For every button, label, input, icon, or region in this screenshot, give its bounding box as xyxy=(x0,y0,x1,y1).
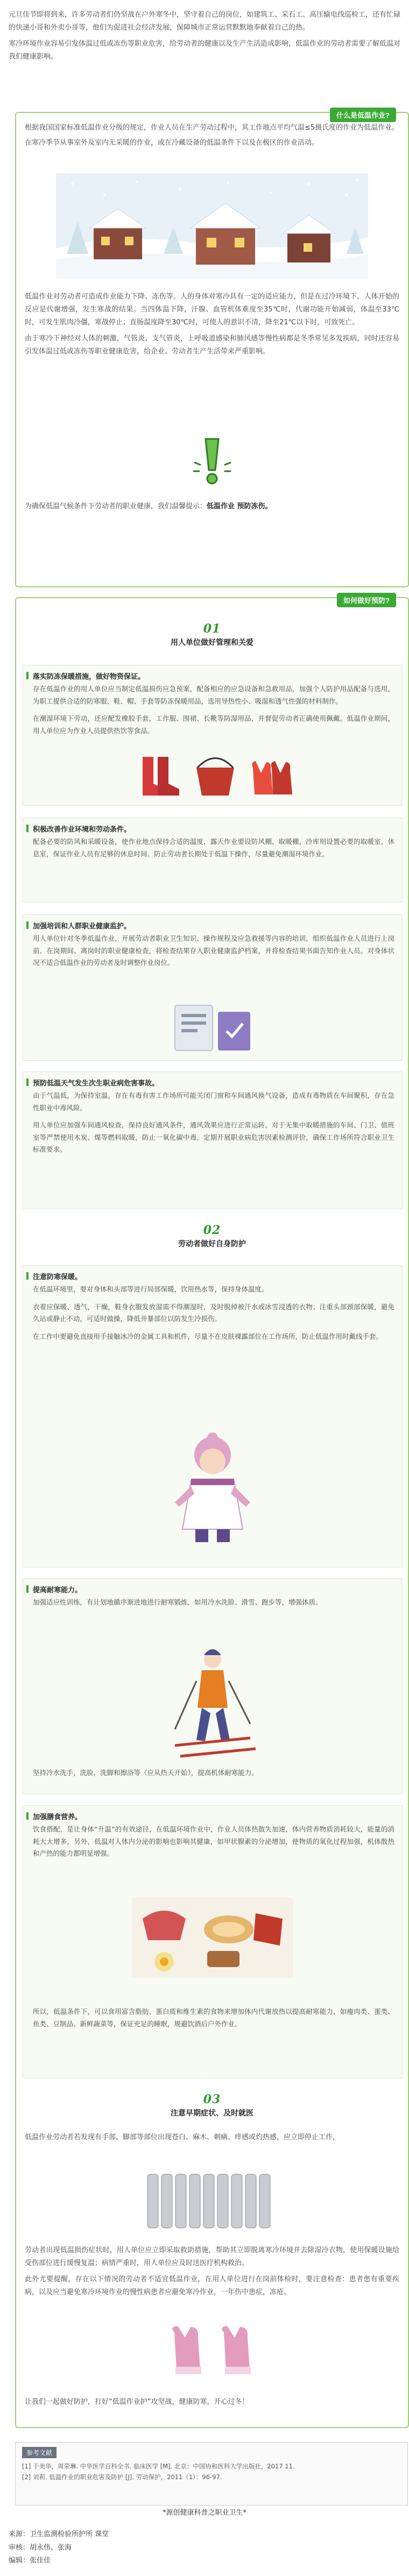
winter-scene-icon xyxy=(56,173,368,279)
paragraph: 此外尤要提醒，存在以下情况的劳动者不适宜低温作业，在用人单位进行在岗前体检时，要注意检查：患者患有重要疾病，以及应当避免寒冷环境作业的慢性病患者应避免寒冷作业，一年伤中患症，冻疮。 xyxy=(25,2275,399,2297)
section-badge: 什么是低温作业? xyxy=(330,108,396,122)
footer-reviewer: 审核：胡永伟、张海 xyxy=(9,2543,72,2552)
paragraph: 根据我国国家标准低温作业分级的规定，作业人员在生产劳动过程中，其工作地点平均气温≤5摄氏度的作业为低温作业。 xyxy=(25,124,399,132)
advice-card xyxy=(23,1578,403,1794)
closing-paragraph: 让我们一起做好防护，打好“低温作业护”攻坚战，健康防寒，开心过冬！ xyxy=(25,2398,249,2406)
card-title: 注意防寒保暖。 xyxy=(33,1273,82,1281)
section-badge: 如何做好预防? xyxy=(337,593,396,607)
radiator-icon xyxy=(142,2169,282,2233)
card-text: 衣着应保暖、透气，干燥，鞋身衣服发放湿需不得潮湿时，及时脱掉被汗水或冰雪浸透的衣物；注重头部颈部保暖，避免久站或静止不动，可适时做操，降低并暴部位以防发生冷损伤。 xyxy=(33,1302,394,1323)
card-title: 加强培训和人群职业健康监护。 xyxy=(33,922,131,931)
references-box xyxy=(15,2442,408,2506)
card-title: 预防低温天气发生次生职业病危害事故。 xyxy=(33,1080,159,1088)
part-heading xyxy=(16,1223,408,1249)
card-text: 在低温环境里，要对身体和头部等进行局部保暖，饮用热水等，保持身体温度。 xyxy=(33,1285,269,1293)
skier-icon xyxy=(159,1643,266,1762)
intro-section xyxy=(0,9,409,63)
advice-card xyxy=(23,1805,403,2078)
advice-card xyxy=(23,1071,403,1209)
card-text: 饮食搭配，是让身体“升温”的有效途径，在低温环境作业中，作业人员体热散失加速，体内营养物质消耗较大，能量的消耗大大增多，另外，低温对人体内分泌的影响也影响其健康，如甲状腺素的分泌增加，使物质的氧化过程加强，机体散热和产热的能力都明显增强。 xyxy=(33,1825,394,1857)
tip-highlight: 低温作业 预防冻伤。 xyxy=(207,502,272,510)
food-icon xyxy=(126,1886,299,1983)
card-title: 落实防冻保暖措施，做好物资保证。 xyxy=(33,673,145,681)
footer-editor: 编辑：张佳佳 xyxy=(9,2557,51,2565)
paragraph xyxy=(16,500,408,513)
card-text: 在工作中要避免直接用手接触冰冷的金属工具和机件，尽量不在皮肤裸露部位在工作场所，防止低温作用时戴线手套。 xyxy=(33,1332,383,1340)
card-text: 用人单位针对冬季低温作业，开展劳动者职业卫生知识、操作规程及应急救援等内容的培训，组织低温作业人员进行上岗前、在岗期间、离岗时的职业健康检查，将检查结果存入职业健康监护档案，并将检查结果书面告知作业人员。对身体状况不适合低温作业的劳动者及时调整作业岗位。 xyxy=(33,934,394,967)
part-number: 01 xyxy=(203,622,221,636)
intro-paragraph: 元旦佳节即将到来，许多劳动者们仍坚战在户外寒冬中，坚守着自己的岗位，如建筑工、采石工、高压输电线巡检工，还有忙碌的快递小哥和外卖小哥等，他们为促进社会经济发展，保障城市正常运营默默地奉献着自己的热。 xyxy=(9,11,401,32)
exclamation-illustration xyxy=(192,436,232,487)
section-what-is xyxy=(15,112,409,587)
advice-card xyxy=(23,914,403,1061)
advice-card xyxy=(23,1265,403,1567)
winter-gear-icon xyxy=(132,746,293,800)
girl-winter-clothes-icon xyxy=(170,1427,256,1545)
part-number: 02 xyxy=(203,1223,221,1237)
exclamation-icon xyxy=(192,436,232,487)
paragraph: 低温作业对劳动者可造成作业能力下降、冻伤等。人的身体对寒冷具有一定的适应能力，但是在过冷环境下，人体开始的反应是代谢增强，发生寒战的结果。当四体温下降，汗腺、血管机体难度至35℃时，代谢功能开始减弱，体温至33℃时，可发生肌肉冷僵，寒战停止；直肠温度降至30℃时，可使人的意识不清，降至21℃以下时，可致死亡。 xyxy=(25,293,399,327)
paragraph: 劳动者出现低温损伤症状时，用人单位应立即采取救助措施，帮助其立即脱离寒冷环境并去除湿冷衣物，使用保暖设施给受伤部位进行缓慢复温；病情严重时，用人单位应及时送医疗机构救治。 xyxy=(25,2246,399,2268)
card-text: 由于气温低，为保持室温，存在有毒有害工作场所可能关闭门窗和车间通风换气设备，造成有毒物质在车间聚积，存在急性职业中毒风险。 xyxy=(33,1091,394,1112)
part-number: 03 xyxy=(203,2092,221,2106)
references-title: 参考文献 xyxy=(22,2447,57,2458)
section-prevention xyxy=(15,597,409,2428)
footer-center: *源创健康科普之职业卫生* xyxy=(162,2509,246,2517)
mittens-icon xyxy=(158,2322,266,2381)
part-title: 劳动者做好自身防护 xyxy=(178,1240,246,1248)
advice-card xyxy=(23,818,403,903)
reference-item: [1] 于美华，周荣琳. 中华医学百科全书. 临床医学 [M]. 北京：中国协和医科大学出版社，2017.11. xyxy=(22,2463,295,2470)
paragraph: 在寒冷季节从事室外及室内无采暖的作业，或在冷藏设备的低温条件下以及在极区的作业活动。 xyxy=(25,139,319,147)
part-heading xyxy=(16,622,408,648)
card-title: 积极改善作业环境和劳动条件。 xyxy=(33,826,131,834)
reference-item: [2] 刘莉. 低温作业的职业危害及防护 [J]. 劳动保护，2011（1）：96-97. xyxy=(22,2473,222,2481)
paragraph: 低温作业劳动者若发现有手部、脚部等部位出现苍白、麻木、刺痛、痒感或灼热感，应立即停止工作， xyxy=(25,2133,340,2141)
footer-credits xyxy=(0,2528,409,2568)
part-title: 用人单位做好管理和关爱 xyxy=(171,638,253,647)
card-text: 加强适应性训练，有计划地循序渐进地进行耐寒锻炼，如用冷水洗脸、滑雪、跑步等，增强体质。 xyxy=(33,1598,322,1606)
card-text: 配备必要的防风和采暖设备，使作业地点保持合适的温度，露天作业要设防风棚、取暖棚，冷库则设置必要的取暖室，休息室，保证作业人员有足够的休息时间。防止劳动者长期处于低温下操作，尽量避免潮湿环境作业。 xyxy=(33,838,394,858)
intro-paragraph: 寒冷环境作业容易引发体温过低或冻伤等职业危害，给劳动者的健康以及生产生活造成影响，低温作业的劳动者需要了解低温对我们健康影响。 xyxy=(9,40,401,61)
health-check-icon xyxy=(153,1001,272,1055)
paragraph: 由于寒冷下神经对人体的刺激，气管炎、支气管炎，上呼吸道感染和肺风感等慢性病都是冬季常见多发疾病，同时还容易引发体温过低或冻伤等职业健康危害，给企业、劳动者生产生活带来严重影响。 xyxy=(25,335,399,356)
card-text: 在潮湿环境下劳动，还应配发橡胶手套，工作服、围裙、长靴等防湿用品，并督促劳动者正确使用佩戴。低温作业期间，用人单位应为作业人员提供热饮等食品。 xyxy=(33,714,394,735)
card-text: 存在低温作业的用人单位应当制定低温损伤应急预案，配备相应的应急设备和急救用品，加强个人防护用品配备与选用，为职工提供合适的防寒服、鞋、帽、手套等防冻保暖用品，选用导热性小、吸湿和透气性强的材料制作。 xyxy=(33,685,394,705)
card-text: 所以，低温条件下，可以食用富含脂肪、蛋白质和维生素的食物来增加体内代谢放热以提高耐寒能力，如瘦肉类、蛋类、鱼类、豆制品、新鲜蔬菜等，保证充足的睡眠，规避饮酒后户外作业。 xyxy=(33,2007,394,2028)
part-title: 注意早期症状、及时就医 xyxy=(171,2109,253,2118)
tip-prefix: 为确保低温气候条件下劳动者的职业健康，我们温馨提示： xyxy=(25,502,207,510)
footer-source: 来源：卫生监测检验所护所 课堂 xyxy=(9,2530,109,2538)
part-heading xyxy=(16,2092,408,2118)
card-title: 加强膳食营养。 xyxy=(33,1813,82,1821)
card-text: 坚持冷水洗手，洗脸，洗脚和擦浴等（应从热天开始），提高机体耐寒能力。 xyxy=(33,1769,258,1777)
card-text: 用人单位应加强车间通风检查，保持良好通风条件，通风效果应进行正常运转。对于无集中取暖措施的车间、门卫、值班室等严禁使用木炭、煤等燃料取暖，防止一氧化碳中毒。定期开展职业病危害因素检测评价，确保工作场所符合职业卫生标准要求。 xyxy=(33,1121,394,1153)
card-title: 提高耐寒能力。 xyxy=(33,1586,82,1594)
advice-card xyxy=(23,665,403,806)
winter-scene-illustration xyxy=(56,173,368,279)
